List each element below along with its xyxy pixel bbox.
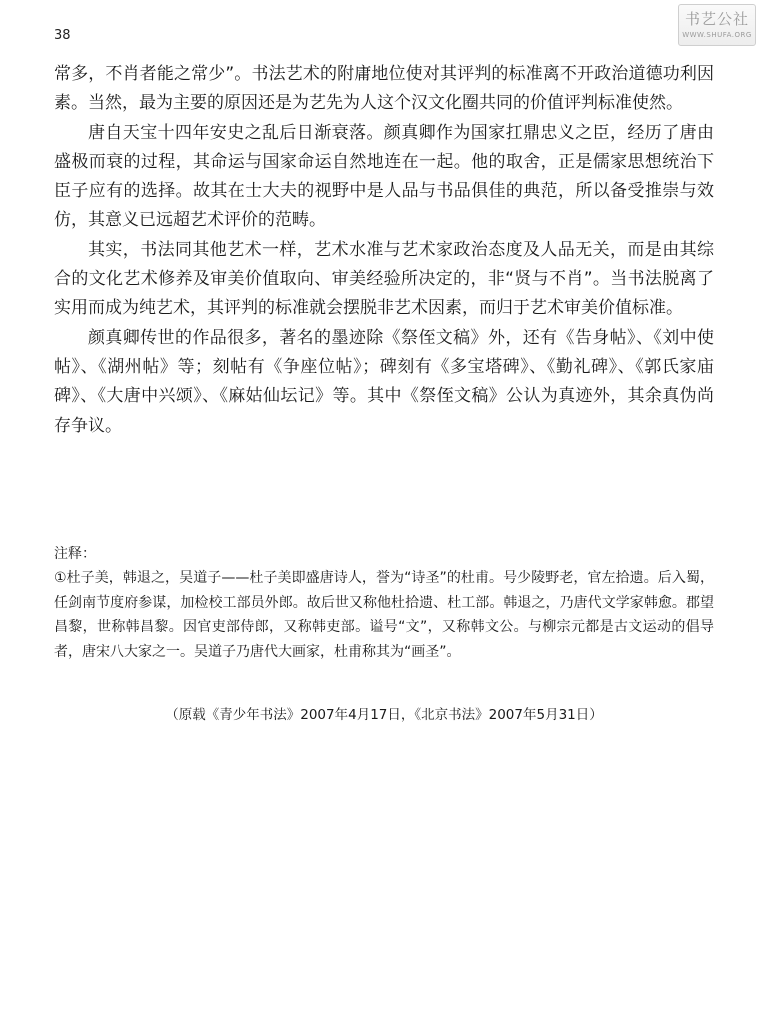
paragraph: 常多，不肖者能之常少”。书法艺术的附庸地位使对其评判的标准离不开政治道德功利因素。当然，最为主要的原因还是为艺先为人这个汉文化圈共同的价值评判标准使然。 [54, 64, 714, 114]
paragraph: 唐自天宝十四年安史之乱后日渐衰落。颜真卿作为国家扛鼎忠义之臣，经历了唐由盛极而衰的过程，其命运与国家命运自然地连在一起。他的取舍，正是儒家思想统治下臣子应有的选择。故其在士大夫的视野中是人品与书品俱佳的典范，所以备受推崇与效仿，其意义已远超艺术评价的范畴。 [54, 122, 714, 231]
body-text [54, 60, 714, 441]
notes-section [54, 542, 714, 664]
watermark-glyphs: 书艺公社 [684, 10, 749, 28]
note-item: ①杜子美，韩退之，吴道子——杜子美即盛唐诗人，誉为“诗圣”的杜甫。号少陵野老，官左拾遗。后入蜀，任剑南节度府参谋，加检校工部员外郎。故后世又称他杜拾遗、杜工部。韩退之，乃唐代文学家韩愈。郡望昌黎，世称韩昌黎。因官吏部侍郎，又称韩吏部。谥号“文”，又称韩文公。与柳宗元都是古文运动的倡导者，唐宋八大家之一。吴道子乃唐代大画家，杜甫称其为“画圣”。 [54, 570, 714, 660]
source-citation: （原载《青少年书法》2007年4月17日，《北京书法》2007年5月31日） [165, 707, 603, 723]
watermark-logo [678, 4, 756, 46]
watermark-url: WWW.SHUFA.ORG [682, 31, 752, 39]
paragraph: 颜真卿传世的作品很多，著名的墨迹除《祭侄文稿》外，还有《告身帖》、《刘中使帖》、《湖州帖》等；刻帖有《争座位帖》；碑刻有《多宝塔碑》、《勤礼碑》、《郭氏家庙碑》、《大唐中兴颂》、《麻姑仙坛记》等。其中《祭侄文稿》公认为真迹外，其余真伪尚存争议。 [54, 327, 714, 436]
page-number: 38 [54, 28, 71, 43]
notes-heading: 注释： [54, 546, 96, 562]
paragraph: 其实，书法同其他艺术一样，艺术水准与艺术家政治态度及人品无关，而是由其综合的文化艺术修养及审美价值取向、审美经验所决定的，非“贤与不肖”。当书法脱离了实用而成为纯艺术，其评判的标准就会摆脱非艺术因素，而归于艺术审美价值标准。 [54, 239, 714, 319]
